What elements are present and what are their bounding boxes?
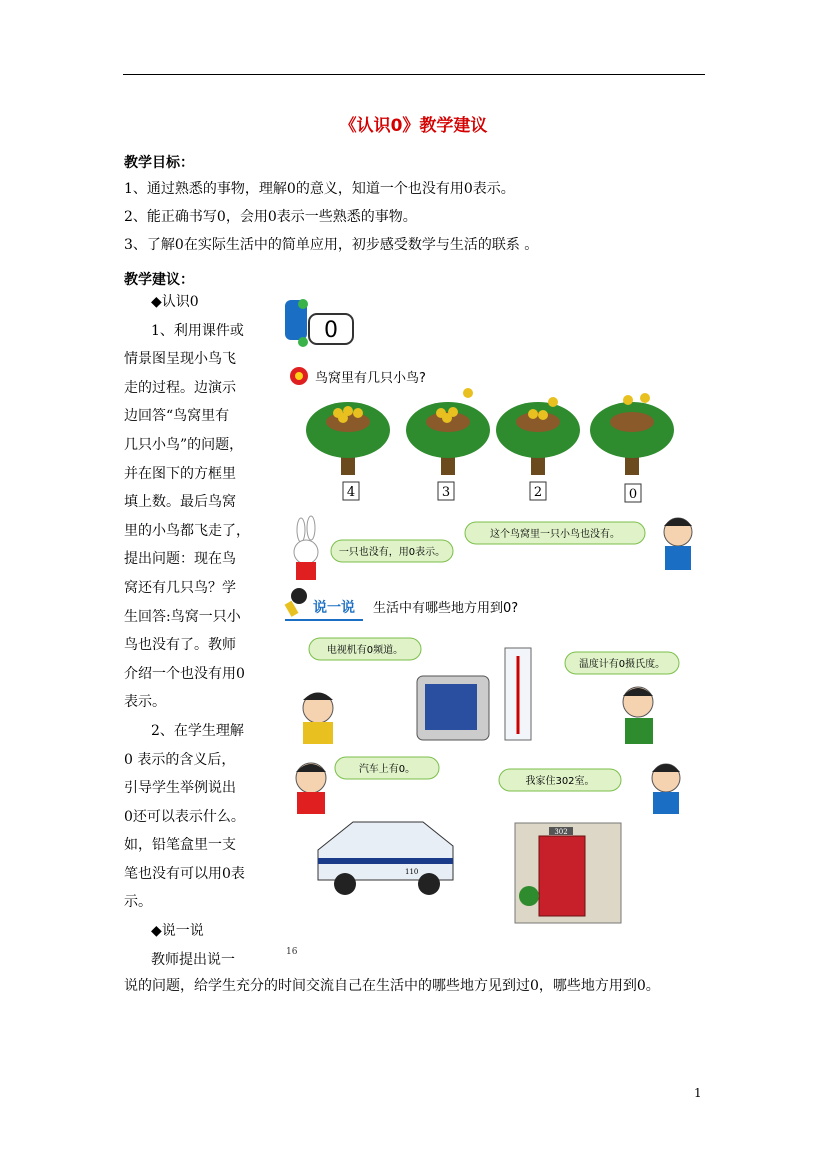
column-line: 走的过程。边演示 bbox=[124, 379, 236, 396]
column-line: 如，铅笔盒里一支 bbox=[124, 837, 236, 854]
nest-count-2: 3 bbox=[441, 485, 451, 500]
column-line: 0 表示的含义后， bbox=[124, 751, 236, 768]
column-line: 示。 bbox=[124, 894, 152, 911]
tree-nest-3 bbox=[496, 397, 580, 475]
tree-nest-4 bbox=[590, 393, 674, 475]
column-line: 情景图呈现小鸟飞 bbox=[124, 351, 236, 368]
nest-count-4: 0 bbox=[628, 487, 638, 502]
question-2: 生活中有哪些地方用到0? bbox=[373, 601, 519, 616]
column-line: 0还可以表示什么。 bbox=[124, 808, 245, 825]
girl-figure-1 bbox=[303, 693, 333, 745]
question-1: 鸟窝里有几只小鸟? bbox=[315, 371, 426, 386]
bubble-temp: 温度计有0摄氏度。 bbox=[578, 659, 666, 670]
column-line: 教师提出说一 bbox=[151, 951, 235, 968]
tv-icon bbox=[417, 676, 489, 740]
textbook-illustration bbox=[283, 290, 703, 962]
door-icon bbox=[515, 823, 621, 923]
boy-figure-3 bbox=[652, 764, 680, 814]
column-line: 2、在学生理解 bbox=[151, 722, 244, 739]
advice-heading: 教学建议： bbox=[124, 272, 194, 288]
nest-count-1: 4 bbox=[346, 485, 356, 500]
zero-card-icon bbox=[285, 299, 353, 347]
tree-nest-1 bbox=[306, 402, 390, 475]
shuo-label: 说一说 bbox=[313, 600, 355, 616]
thermometer-icon bbox=[505, 648, 531, 740]
door-number: 302 bbox=[554, 828, 568, 836]
boy-figure-2 bbox=[623, 687, 653, 744]
girl-figure-2 bbox=[296, 763, 326, 814]
car-number: 110 bbox=[405, 868, 419, 876]
column-line: 提出问题：现在鸟 bbox=[124, 551, 236, 568]
column-line: 几只小鸟”的问题， bbox=[124, 436, 244, 453]
column-line: 边回答“鸟窝里有 bbox=[124, 408, 230, 425]
bubble-tv: 电视机有0频道。 bbox=[326, 645, 404, 656]
bubble-home: 我家住302室。 bbox=[525, 776, 595, 787]
column-line: 鸟也没有了。教师 bbox=[124, 637, 236, 654]
goal-1: 1、通过熟悉的事物，理解0的意义，知道一个也没有用0表示。 bbox=[124, 181, 515, 197]
column-line: 窝还有几只鸟？学 bbox=[124, 579, 236, 596]
goals-heading: 教学目标： bbox=[124, 155, 194, 171]
book-page-number: 16 bbox=[286, 947, 298, 957]
bubble-car: 汽车上有0。 bbox=[358, 764, 416, 775]
police-car-icon bbox=[318, 822, 453, 895]
section-marker: ◆说一说 bbox=[151, 923, 204, 940]
goal-3: 3、了解0在实际生活中的简单应用，初步感受数学与生活的联系 。 bbox=[124, 237, 539, 253]
last-line: 说的问题，给学生充分的时间交流自己在生活中的哪些地方见到过0，哪些地方用到0。 bbox=[124, 978, 660, 994]
page-title: 《认识0》教学建议 bbox=[339, 116, 488, 136]
column-line: 并在图下的方框里 bbox=[124, 465, 236, 482]
column-line: 填上数。最后鸟窝 bbox=[124, 494, 236, 511]
column-line: 介绍一个也没有用0 bbox=[124, 665, 245, 682]
column-line: 表示。 bbox=[124, 694, 166, 711]
page-number: 1 bbox=[694, 1086, 702, 1100]
column-line: 引导学生举例说出 bbox=[124, 780, 236, 797]
microphone-icon bbox=[285, 588, 307, 617]
boy-figure-1 bbox=[664, 518, 692, 570]
header-rule bbox=[123, 74, 705, 75]
advice-column bbox=[124, 288, 254, 974]
nest-count-3: 2 bbox=[533, 485, 543, 500]
bubble-left: 一只也没有，用0表示。 bbox=[338, 547, 446, 558]
tree-nest-2 bbox=[406, 388, 490, 475]
column-line: 生回答:鸟窝一只小 bbox=[124, 608, 241, 625]
goal-2: 2、能正确书写0，会用0表示一些熟悉的事物。 bbox=[124, 209, 417, 225]
zero-card-text: 0 bbox=[324, 318, 338, 343]
column-line: 里的小鸟都飞走了， bbox=[124, 522, 250, 539]
rabbit-figure bbox=[294, 516, 318, 580]
column-line: 1、利用课件或 bbox=[151, 322, 244, 339]
column-line: 笔也没有可以用0表 bbox=[124, 865, 245, 882]
bubble-right: 这个鸟窝里一只小鸟也没有。 bbox=[490, 529, 620, 540]
section-marker: ◆认识0 bbox=[151, 294, 199, 310]
